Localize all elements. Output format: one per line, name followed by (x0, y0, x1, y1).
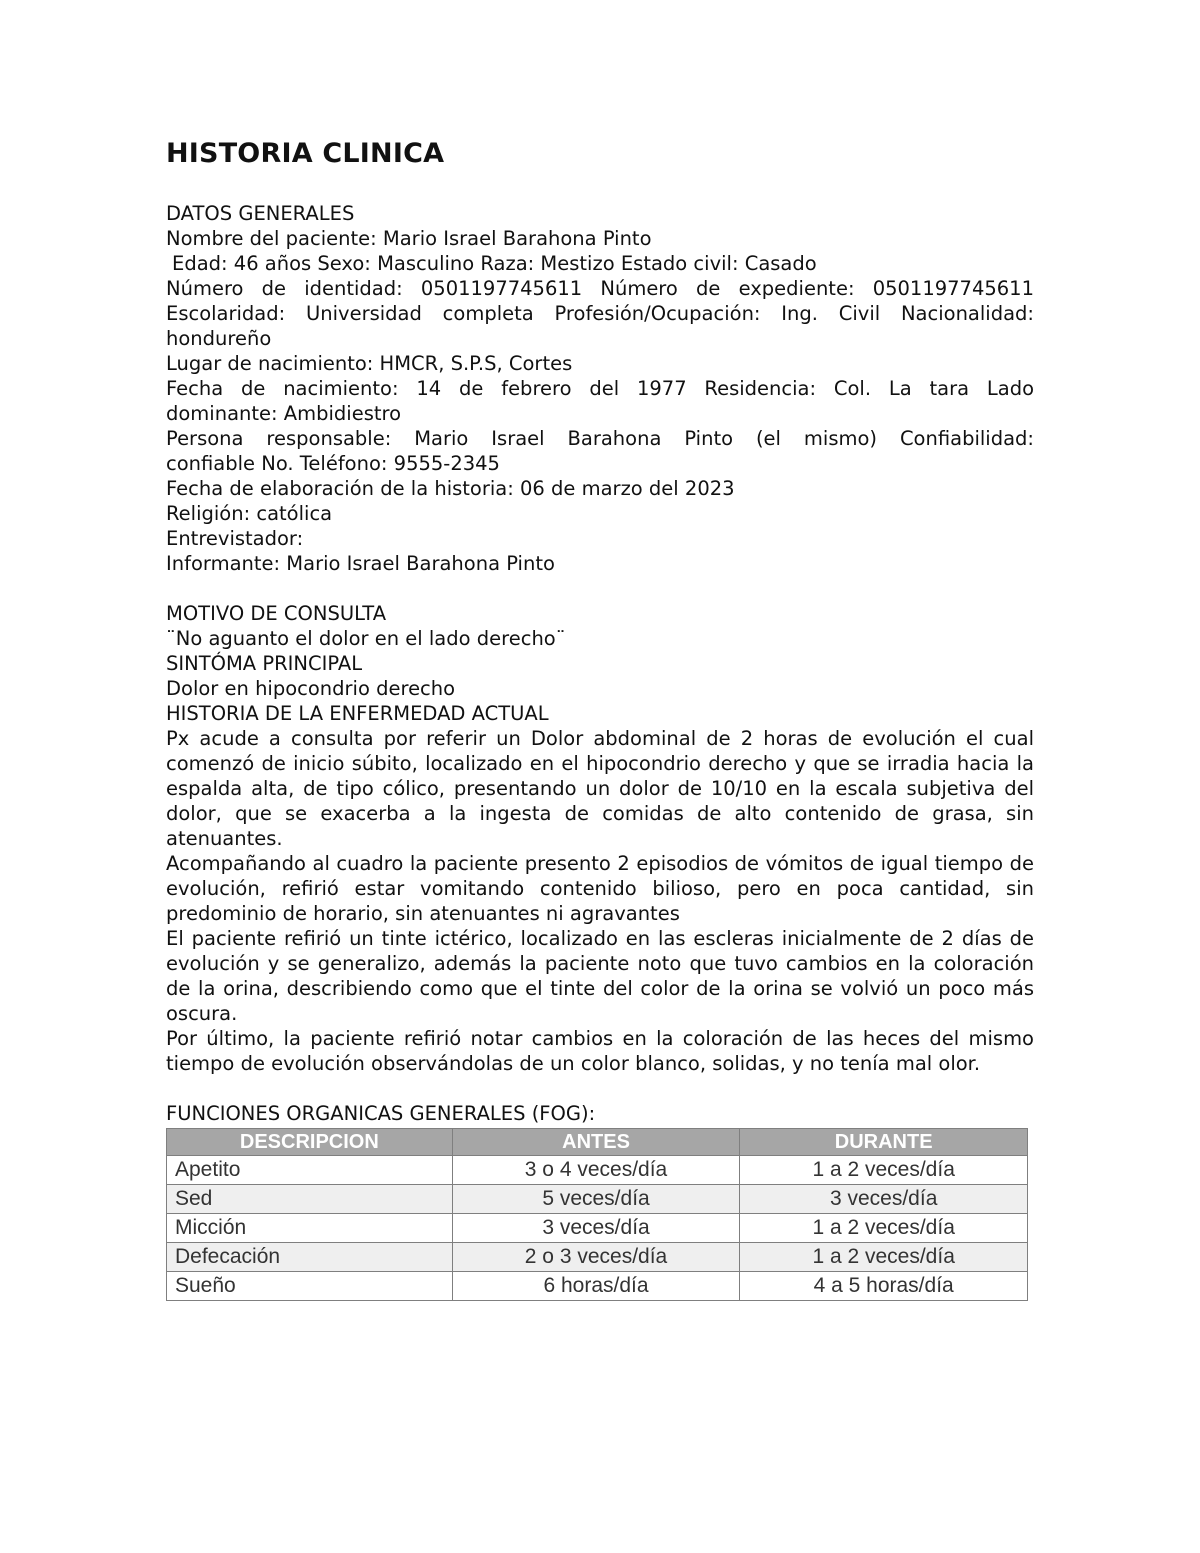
historia-paragraph: Acompañando al cuadro la paciente presento 2 episodios de vómitos de igual tiempo de evolución, refirió estar vomitando contenido bilioso, pero en poca cantidad, sin predominio de horario, sin atenuantes ni agravantes (166, 852, 1034, 925)
responsible-line: Persona responsable: Mario Israel Barahona Pinto (el mismo) Confiabilidad: (166, 427, 1034, 450)
table-row (167, 1185, 1028, 1214)
fog-header-antes: ANTES (452, 1129, 740, 1156)
fog-cell-descripcion: Micción (167, 1214, 453, 1243)
fog-cell-antes: 5 veces/día (452, 1185, 740, 1214)
fog-cell-durante: 1 a 2 veces/día (740, 1214, 1028, 1243)
table-row (167, 1272, 1028, 1301)
fog-cell-descripcion: Sed (167, 1185, 453, 1214)
sintoma-heading: SINTÓMA PRINCIPAL (166, 652, 363, 675)
phone-line: confiable No. Teléfono: 9555-2345 (166, 452, 500, 475)
fog-cell-durante: 1 a 2 veces/día (740, 1243, 1028, 1272)
historia-paragraph: Px acude a consulta por referir un Dolor abdominal de 2 horas de evolución el cual comenzó de inicio súbito, localizado en el hipocondrio derecho y que se irradia hacia la espalda alta, de tipo cólico, presentando un dolor de 10/10 en la escala subjetiva del dolor, que se exacerba a la ingesta de comidas de alto contenido de grasa, sin atenuantes. (166, 727, 1034, 850)
datos-generales-section (166, 201, 1034, 1126)
historia-paragraph: El paciente refirió un tinte ictérico, localizado en las escleras inicialmente de 2 días de evolución y se generalizo, además la paciente noto que tuvo cambios en la coloración de la orina, describiendo como que el tinte del color de la orina se volvió un poco más oscura. (166, 927, 1034, 1025)
fog-cell-descripcion: Sueño (167, 1272, 453, 1301)
fog-cell-antes: 3 o 4 veces/día (452, 1156, 740, 1185)
table-row (167, 1156, 1028, 1185)
religion-line: Religión: católica (166, 502, 333, 525)
motivo-text: ¨No aguanto el dolor en el lado derecho¨ (166, 627, 566, 650)
fog-cell-durante: 3 veces/día (740, 1185, 1028, 1214)
sintoma-text: Dolor en hipocondrio derecho (166, 677, 456, 700)
birthplace-line: Lugar de nacimiento: HMCR, S.P.S, Cortes (166, 352, 573, 375)
fog-cell-antes: 2 o 3 veces/día (452, 1243, 740, 1272)
interviewer-line: Entrevistador: (166, 527, 304, 550)
fog-header-descripcion: DESCRIPCION (167, 1129, 453, 1156)
fog-header-row (167, 1129, 1028, 1156)
age-sex-line: Edad: 46 años Sexo: Masculino Raza: Mestizo Estado civil: Casado (172, 252, 817, 275)
table-row (167, 1243, 1028, 1272)
elaboration-date-line: Fecha de elaboración de la historia: 06 de marzo del 2023 (166, 477, 735, 500)
fog-heading: FUNCIONES ORGANICAS GENERALES (FOG): (166, 1102, 596, 1125)
fog-cell-durante: 4 a 5 horas/día (740, 1272, 1028, 1301)
document-page (166, 138, 1034, 1301)
fog-table (166, 1128, 1028, 1301)
fog-header-durante: DURANTE (740, 1129, 1028, 1156)
dominance-line: dominante: Ambidiestro (166, 402, 402, 425)
nationality-line: hondureño (166, 327, 272, 350)
identity-line: Número de identidad: 0501197745611 Número de expediente: 0501197745611 (166, 277, 1034, 300)
historia-heading: HISTORIA DE LA ENFERMEDAD ACTUAL (166, 702, 549, 725)
fog-cell-descripcion: Apetito (167, 1156, 453, 1185)
informant-line: Informante: Mario Israel Barahona Pinto (166, 552, 555, 575)
fog-cell-durante: 1 a 2 veces/día (740, 1156, 1028, 1185)
datos-generales-heading: DATOS GENERALES (166, 202, 355, 225)
fog-cell-descripcion: Defecación (167, 1243, 453, 1272)
document-title: HISTORIA CLINICA (166, 138, 445, 169)
fog-cell-antes: 3 veces/día (452, 1214, 740, 1243)
education-line: Escolaridad: Universidad completa Profesión/Ocupación: Ing. Civil Nacionalidad: (166, 302, 1034, 325)
patient-name-line: Nombre del paciente: Mario Israel Barahona Pinto (166, 227, 652, 250)
fog-cell-antes: 6 horas/día (452, 1272, 740, 1301)
table-row (167, 1214, 1028, 1243)
birthdate-line: Fecha de nacimiento: 14 de febrero del 1977 Residencia: Col. La tara Lado (166, 377, 1034, 400)
motivo-heading: MOTIVO DE CONSULTA (166, 602, 387, 625)
historia-paragraph: Por último, la paciente refirió notar cambios en la coloración de las heces del mismo tiempo de evolución observándolas de un color blanco, solidas, y no tenía mal olor. (166, 1027, 1034, 1075)
